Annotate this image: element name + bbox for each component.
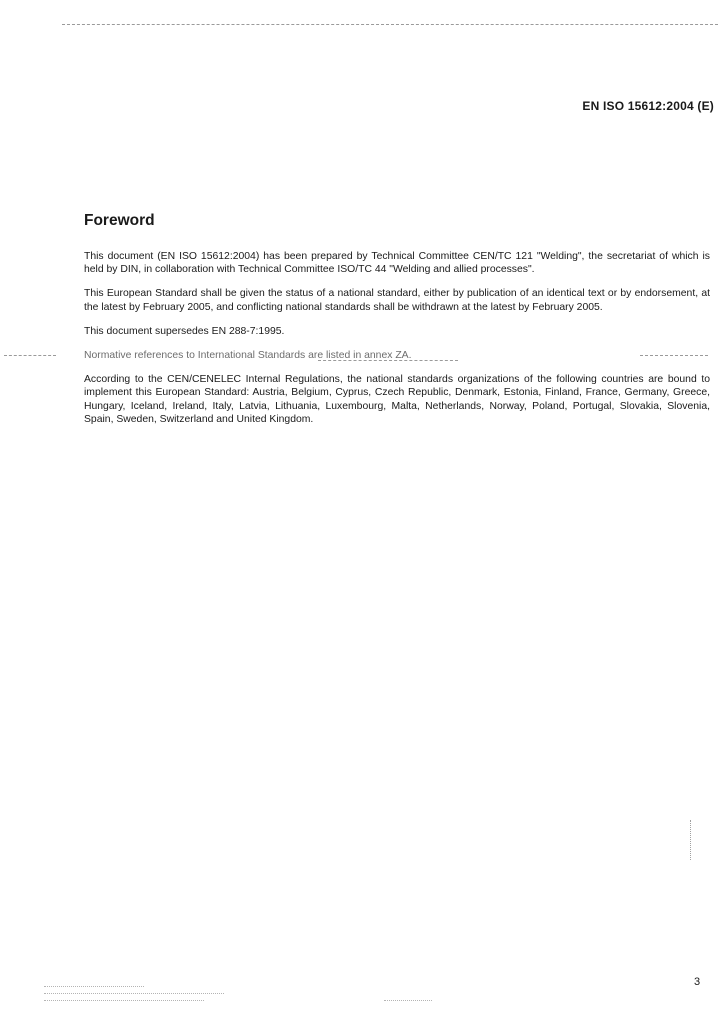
scan-artifact-footer-mid <box>384 1000 432 1001</box>
document-standard-id: EN ISO 15612:2004 (E) <box>582 99 714 113</box>
foreword-body <box>84 250 710 437</box>
scan-artifact-footer-noise <box>44 986 234 1007</box>
foreword-heading: Foreword <box>84 212 155 229</box>
foreword-paragraph-supersedes: This document supersedes EN 288-7:1995. <box>84 325 285 337</box>
foreword-paragraph-normative-references: Normative references to International Standards are listed in annex ZA. <box>84 350 412 362</box>
scan-artifact-left-mark <box>4 355 56 356</box>
scan-artifact-top-line <box>62 24 718 25</box>
scan-artifact-right-dots <box>690 820 691 860</box>
foreword-paragraph-status: This European Standard shall be given the status of a national standard, either by publication of an identical text or by endorsement, at the latest by February 2005, and conflicting national standards shall be withdrawn at the latest by February 2005. <box>84 288 710 313</box>
page-number: 3 <box>694 976 701 988</box>
foreword-paragraph-regulations: According to the CEN/CENELEC Internal Regulations, the national standards organizations of the following countries are bound to implement this European Standard: Austria, Belgium, Cyprus, Czech Republic, Denmark, Estonia, Finland, France, Germany, Greece, Hungary, Iceland, Ireland, Italy, Latvia, Lithuania, Luxembourg, Malta, Netherlands, Norway, Poland, Portugal, Slovakia, Slovenia, Spain, Sweden, Switzerland and United Kingdom. <box>84 374 710 425</box>
foreword-paragraph-preparation: This document (EN ISO 15612:2004) has been prepared by Technical Committee CEN/TC 121 "Welding", the secretariat of which is held by DIN, in collaboration with Technical Committee ISO/TC 44 "Welding and allied processes". <box>84 251 710 276</box>
